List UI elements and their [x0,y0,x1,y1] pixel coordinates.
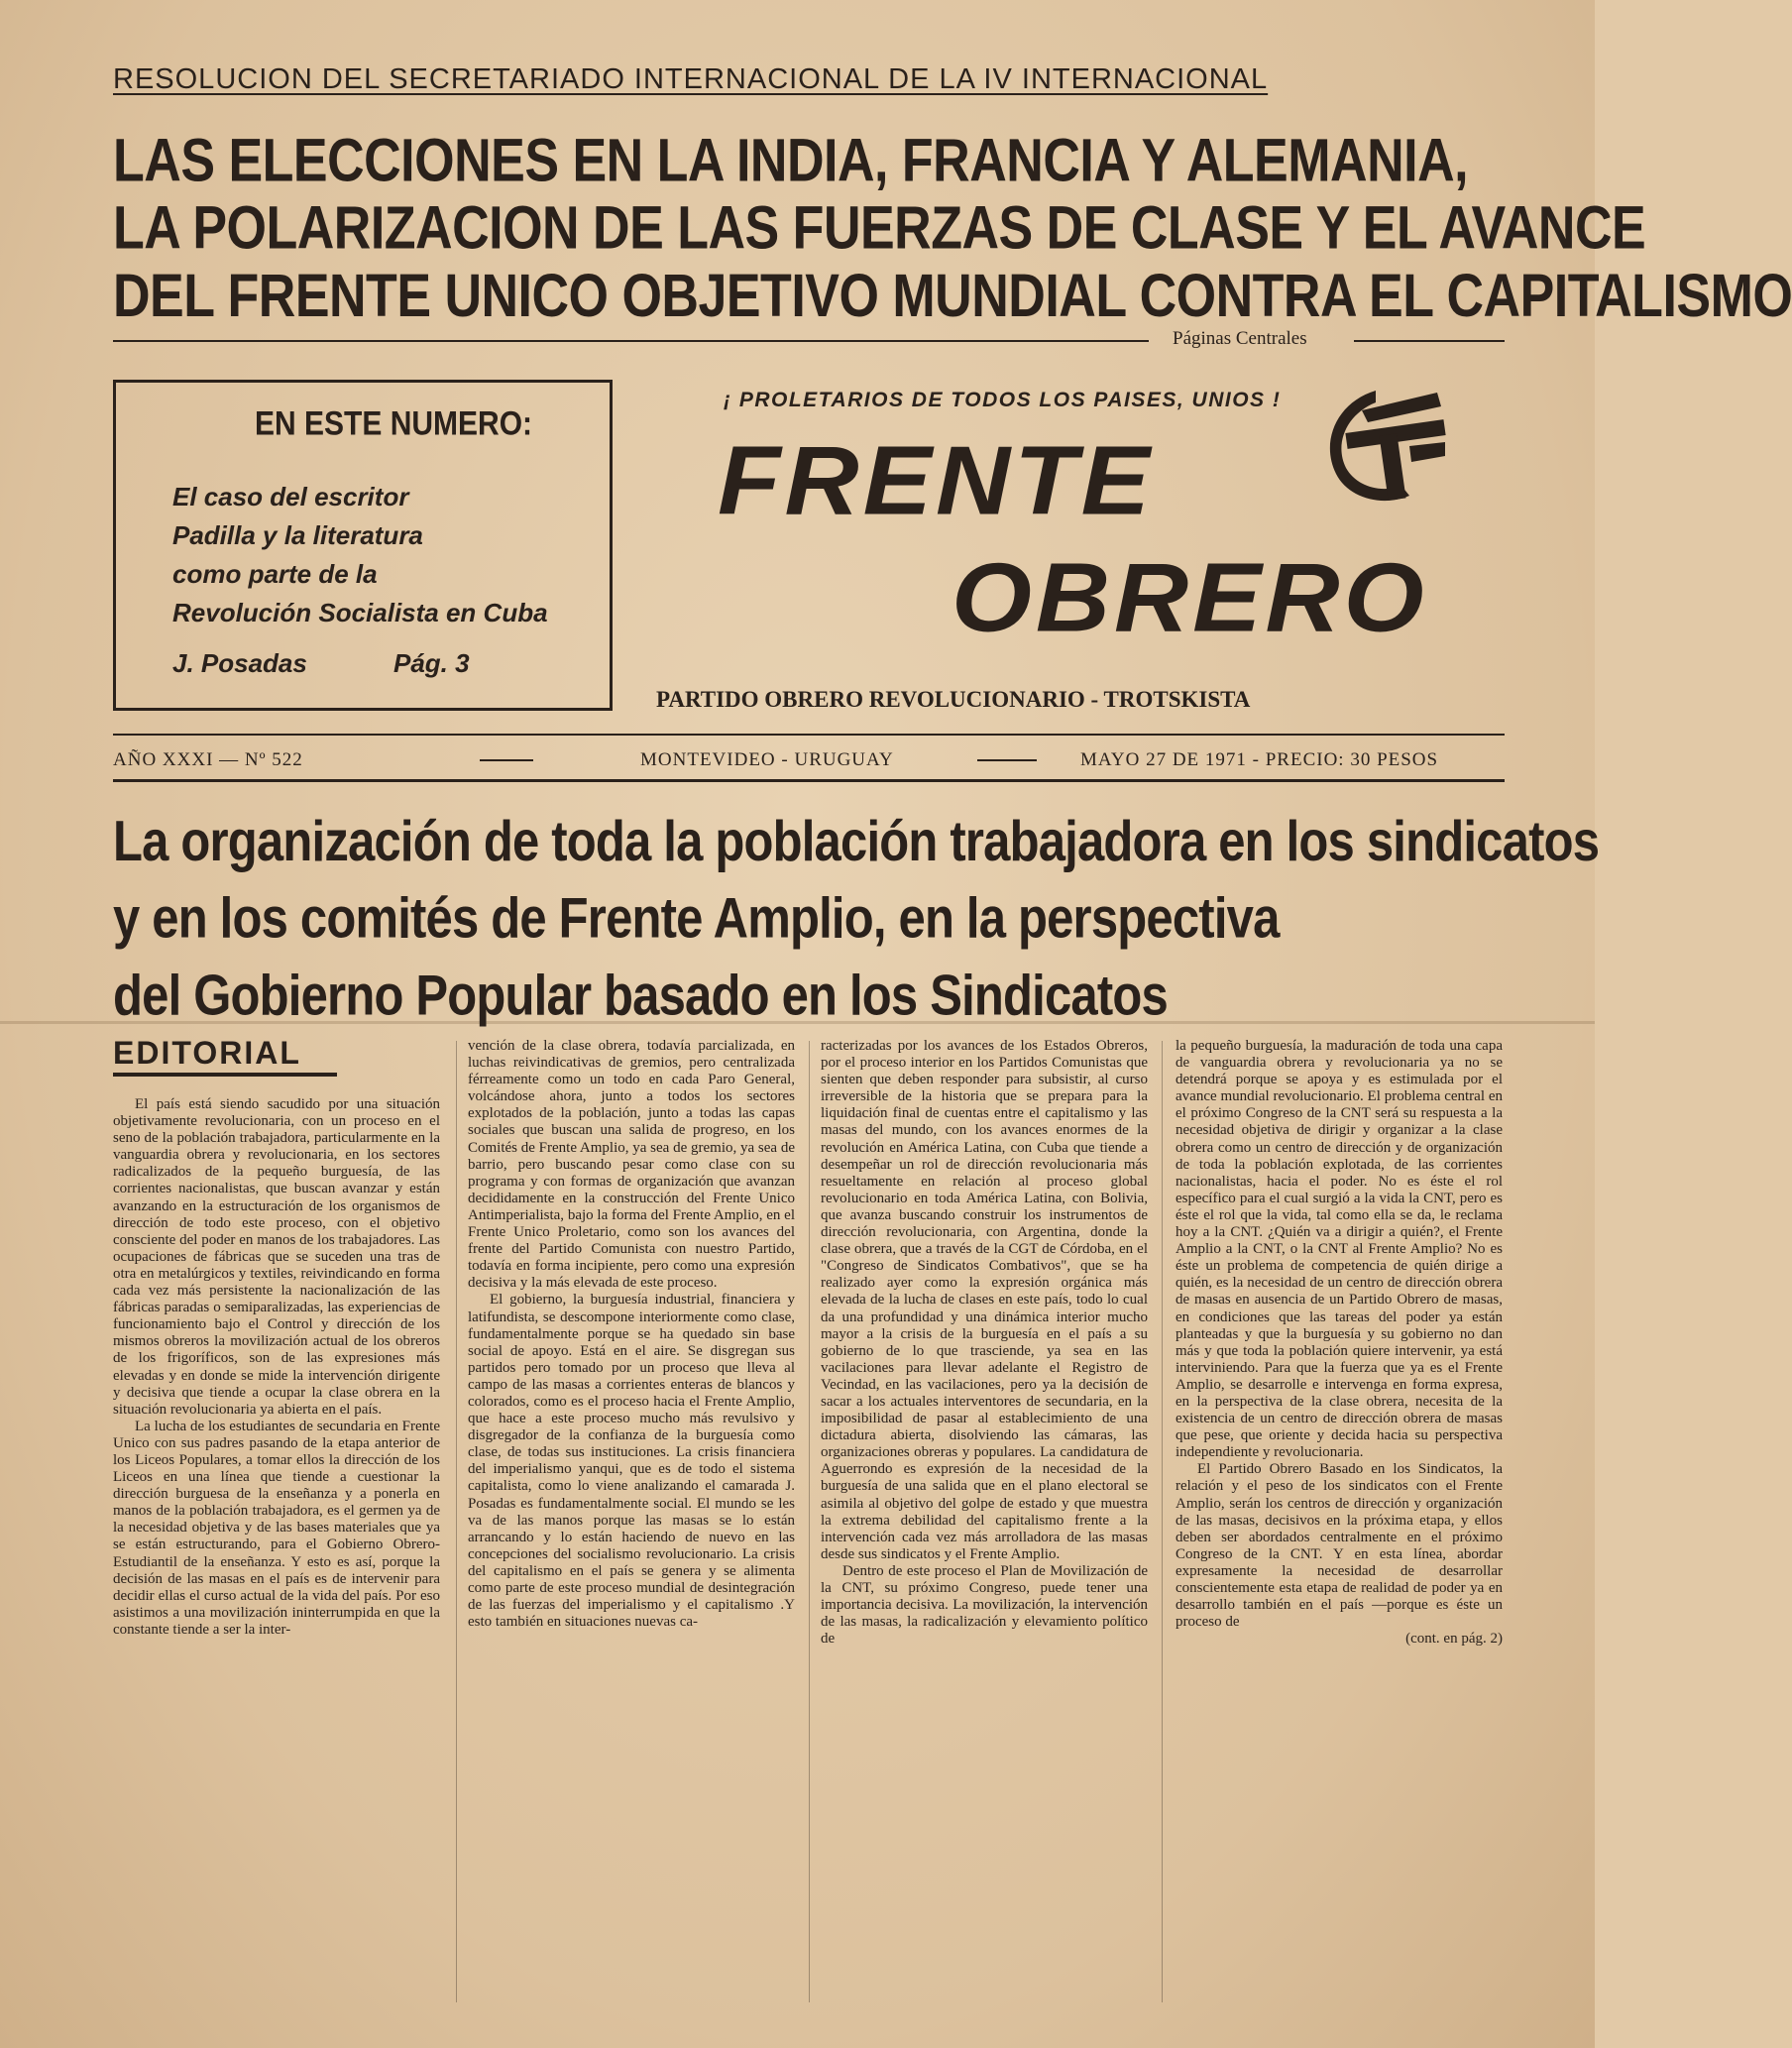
editorial-col2-paragraph-1: vención de la clase obrera, todavía parcializada, en luchas reivindicativas de gremios, pero centralizada férreamente como un todo en cada Paro General, volcándose ahora, junto a todos los sectores explotados de la población, junto a todas las capas sociales que buscan una salida de progreso, en los Comités de Frente Amplio, ya sea de gremio, ya sea de barrio, pero buscando pesar como clase con su programa y con formas de organización que avanzan decididamente en la construcción del Frente Unico Antimperialista, bajo la forma del Frente Amplio, en el Frente Unico Proletario, como son los avances del frente del Partido Comunista con nuestro Partido, todavía en forma incipiente, pero como una expresión decisiva y la más elevada de este proceso. [468,1038,795,1292]
dateline-rule-top [113,734,1505,736]
in-this-issue-lines [172,478,548,632]
in-this-issue-line-3: como parte de la [172,559,378,589]
dateline-place: MONTEVIDEO - URUGUAY [640,749,894,770]
editorial-col3-paragraph-2: Dentro de este proceso el Plan de Movilización de la CNT, su próximo Congreso, puede tener una importancia decisiva. La movilización, la intervención de las masas, la radicalización y elevamiento político de [821,1562,1148,1648]
editorial-column-1 [113,1096,440,2008]
dateline-issue: AÑO XXXI — Nº 522 [113,749,303,770]
dateline-date-price: MAYO 27 DE 1971 - PRECIO: 30 PESOS [1080,749,1439,770]
main-headline [113,803,1600,1035]
editorial-title: EDITORIAL [113,1035,301,1071]
editorial-col4-paragraph-1: la pequeño burguesía, la maduración de toda una capa de vanguardia obrera y revolucionaria ya no se detendrá porque se apoya y es estimulada por el avance mundial revolucionario. El problema central en el próximo Congreso de la CNT será su respuesta a la necesidad objetiva de dirigir y organizar a la clase obrera como un centro de dirección y de organización de toda la población explotada, de las corrientes nacionalistas, hacia el poder. No es éste el rol específico para el cual surgió a la vida la CNT, pero es éste el rol que la vida, tal como ella se da, le reclama hoy a la CNT. ¿Quién va a dirigir a quién?, el Frente Amplio a la CNT, o la CNT al Frente Amplio? No es éste un problema de competencia de quién dirige a quién, es la necesidad de un centro de dirección obrera de masas en ausencia de un Partido Obrero de masas, en condiciones que las tareas del poder ya están planteadas y que la burguesía y su gobierno no dan más y que toda la población quiere intervenir, ya está interviniendo. Para que la fuerza que ya es el Frente Amplio, se desarrolle e intervenga en forma expresa, en la perspectiva de la clase obrera, necesita de la existencia de un centro de dirección obrera de masas que pese, que oriente y decida hacia su perspectiva independiente y revolucionaria. [1176,1038,1503,1461]
column-divider-3 [1162,1041,1163,2002]
in-this-issue-page: Pág. 3 [393,648,470,678]
in-this-issue-box [113,380,613,711]
top-headline [113,127,1792,331]
pages-note: Páginas Centrales [1173,328,1307,349]
main-headline-line-3: del Gobierno Popular basado en los Sindicatos [113,964,1168,1028]
in-this-issue-title: EN ESTE NUMERO: [255,404,533,443]
in-this-issue-line-4: Revolución Socialista en Cuba [172,598,548,627]
masthead-title-obrero: OBRERO [952,543,1428,653]
editorial-underline [113,1073,337,1077]
editorial-col1-paragraph-2: La lucha de los estudiantes de secundaria en Frente Unico con sus padres pasando de la etapa anterior de los Liceos Populares, a tomar ellos la dirección de los Liceos en una línea que tiende a cuestionar la dirección burguesa de la enseñanza y a ponerla en manos de la población trabajadora, es el germen ya de la necesidad objetiva y de las bases materiales que ya se están estructurando, para el Gobierno Obrero-Estudiantil de la enseñanza. Y esto es así, porque la decisión de las masas en el país es de intervenir para decidir ellas el curso actual de la vida del país. Por eso asistimos a una movilización ininterrumpida en que la constante tiende a ser la inter- [113,1418,440,1638]
masthead-slogan: ¡ PROLETARIOS DE TODOS LOS PAISES, UNIOS ! [724,389,1282,411]
top-headline-line-2: LA POLARIZACION DE LAS FUERZAS DE CLASE Y EL AVANCE [113,194,1646,263]
column-divider-1 [456,1041,457,2002]
dateline-rule-bottom [113,779,1505,782]
editorial-column-4 [1176,1038,1503,2009]
in-this-issue-line-1: El caso del escritor [172,482,409,512]
top-headline-line-1: LAS ELECCIONES EN LA INDIA, FRANCIA Y ALEMANIA, [113,127,1469,195]
in-this-issue-author: J. Posadas [172,648,307,678]
party-name: PARTIDO OBRERO REVOLUCIONARIO - TROTSKISTA [656,687,1251,712]
dateline-dash-2 [977,759,1037,761]
editorial-column-3 [821,1038,1148,2009]
editorial-continued-note: (cont. en pág. 2) [1405,1631,1503,1648]
masthead-title-frente: FRENTE [718,426,1154,536]
pages-rule-right [1354,340,1505,342]
in-this-issue-line-2: Padilla y la literatura [172,520,423,550]
kicker-resolution: RESOLUCION DEL SECRETARIADO INTERNACIONAL DE LA IV INTERNACIONAL [113,63,1269,95]
hammer-sickle-emblem-icon [1306,383,1455,512]
top-headline-line-3: DEL FRENTE UNICO OBJETIVO MUNDIAL CONTRA EL CAPITALISMO [113,262,1792,331]
editorial-col1-paragraph-1: El país está siendo sacudido por una situación objetivamente revolucionaria, con un proceso en el seno de la población trabajadora, particularmente en la vanguardia obrera y revolucionaria, en los sectores radicalizados de la pequeño burguesía, de las corrientes nacionalistas, que buscan avanzar y están avanzando en la estructuración de los organismos de dirección de todo este proceso, con el objetivo consciente del poder en manos de los trabajadores. Las ocupaciones de fábricas que se suceden una tras de otra en metalúrgicos y textiles, reivindicando en forma cada vez más persistente la nacionalización de las fábricas paradas o semiparalizadas, las experiencias de funcionamiento bajo el Control y dirección de los mismos obreros la movilización actual de los obreros de los frigoríficos, son de las expresiones más elevadas y en donde se mide la intervención dirigente y decisiva que tiende a ocupar la clase obrera en la situación revolucionaria ya abierta en el país. [113,1096,440,1418]
main-headline-line-2: y en los comités de Frente Amplio, en la perspectiva [113,886,1280,951]
editorial-col4-paragraph-2: El Partido Obrero Basado en los Sindicatos, la relación y el peso de los sindicatos con el Frente Amplio, serán los centros de dirección y organización de las masas, decisivos en la próxima etapa, y ellos deben ser abordados centralmente en el próximo Congreso de la CNT. Y en esta línea, abordar expresamente la necesidad de desarrollar conscientemente esta etapa de realidad de poder ya en desarrollo también en el país —porque es éste un proceso de [1176,1461,1503,1631]
editorial-col2-paragraph-2: El gobierno, la burguesía industrial, financiera y latifundista, se descompone interiormente como clase, fundamentalmente porque se ha quedado sin base social de apoyo. Está en el aire. Se disgregan sus partidos pero tomado por un proceso que lleva al campo de las masas a corrientes enteras de blancos y colorados, como es el proceso hacia el Frente Amplio, que hace a este proceso mucho más revulsivo y disgregador de la confianza de la burguesía como clase, de todas sus instituciones. La crisis financiera del imperialismo yanqui, que es de todo el sistema capitalista, como lo viene analizando el camarada J. Posadas es fundamentalmente social. El mundo se les va de las manos porque las masas se lo están arrancando y lo están haciendo de nuevo en las concepciones del socialismo revolucionario. La crisis del capitalismo en el país se genera y se alimenta como parte de este proceso mundial de desintegración de las fuerzas del imperialismo y el capitalismo .Y esto también en situaciones nuevas ca- [468,1292,795,1631]
editorial-column-2 [468,1038,795,2009]
pages-rule-left [113,340,1149,342]
editorial-col3-paragraph-1: racterizadas por los avances de los Estados Obreros, por el proceso interior en los Partidos Comunistas que sienten que deben responder para subsistir, al curso irreversible de la historia que se prepara para la liquidación final de cuentas entre el capitalismo y las masas del mundo, con los avances enormes de la revolución en América Latina, con Cuba que tiende a desempeñar un rol de dirección revolucionaria más resueltamente en relación al proceso global revolucionario en toda América Latina, con Bolivia, que avanza buscando construir los instrumentos de dirección revolucionaria, con Argentina, donde la clase obrera, que a través de la CGT de Córdoba, en el "Congreso de Sindicatos Combativos", que se ha realizado ayer como la expresión orgánica más elevada de la lucha de clases en este país, todo lo cual da una profundidad y una dinámica interior mucho mayor a la crisis de la burguesía en el país a su gobierno de lo que trasciende, ya sea en las vacilaciones para llevar adelante el Registro de Vecindad, en las vacilaciones, pero ya la decisión de sacar a los actuales interventores de secundaria, en la imposibilidad de pasar al establecimiento de una dictadura abierta, disolviendo las cámaras, las organizaciones obreras y populares. La candidatura de Aguerrondo es expresión de la necesidad de la burguesía de una salida que en el plano electoral se asimila al objetivo del golpe de estado y que muestra la extrema debilidad del capitalismo frente a la intervención cada vez más arrolladora de las masas desde sus sindicatos y el Frente Amplio. [821,1038,1148,1562]
column-divider-2 [809,1041,810,2002]
main-headline-line-1: La organización de toda la población trabajadora en los sindicatos [113,810,1600,873]
dateline-dash-1 [480,759,533,761]
